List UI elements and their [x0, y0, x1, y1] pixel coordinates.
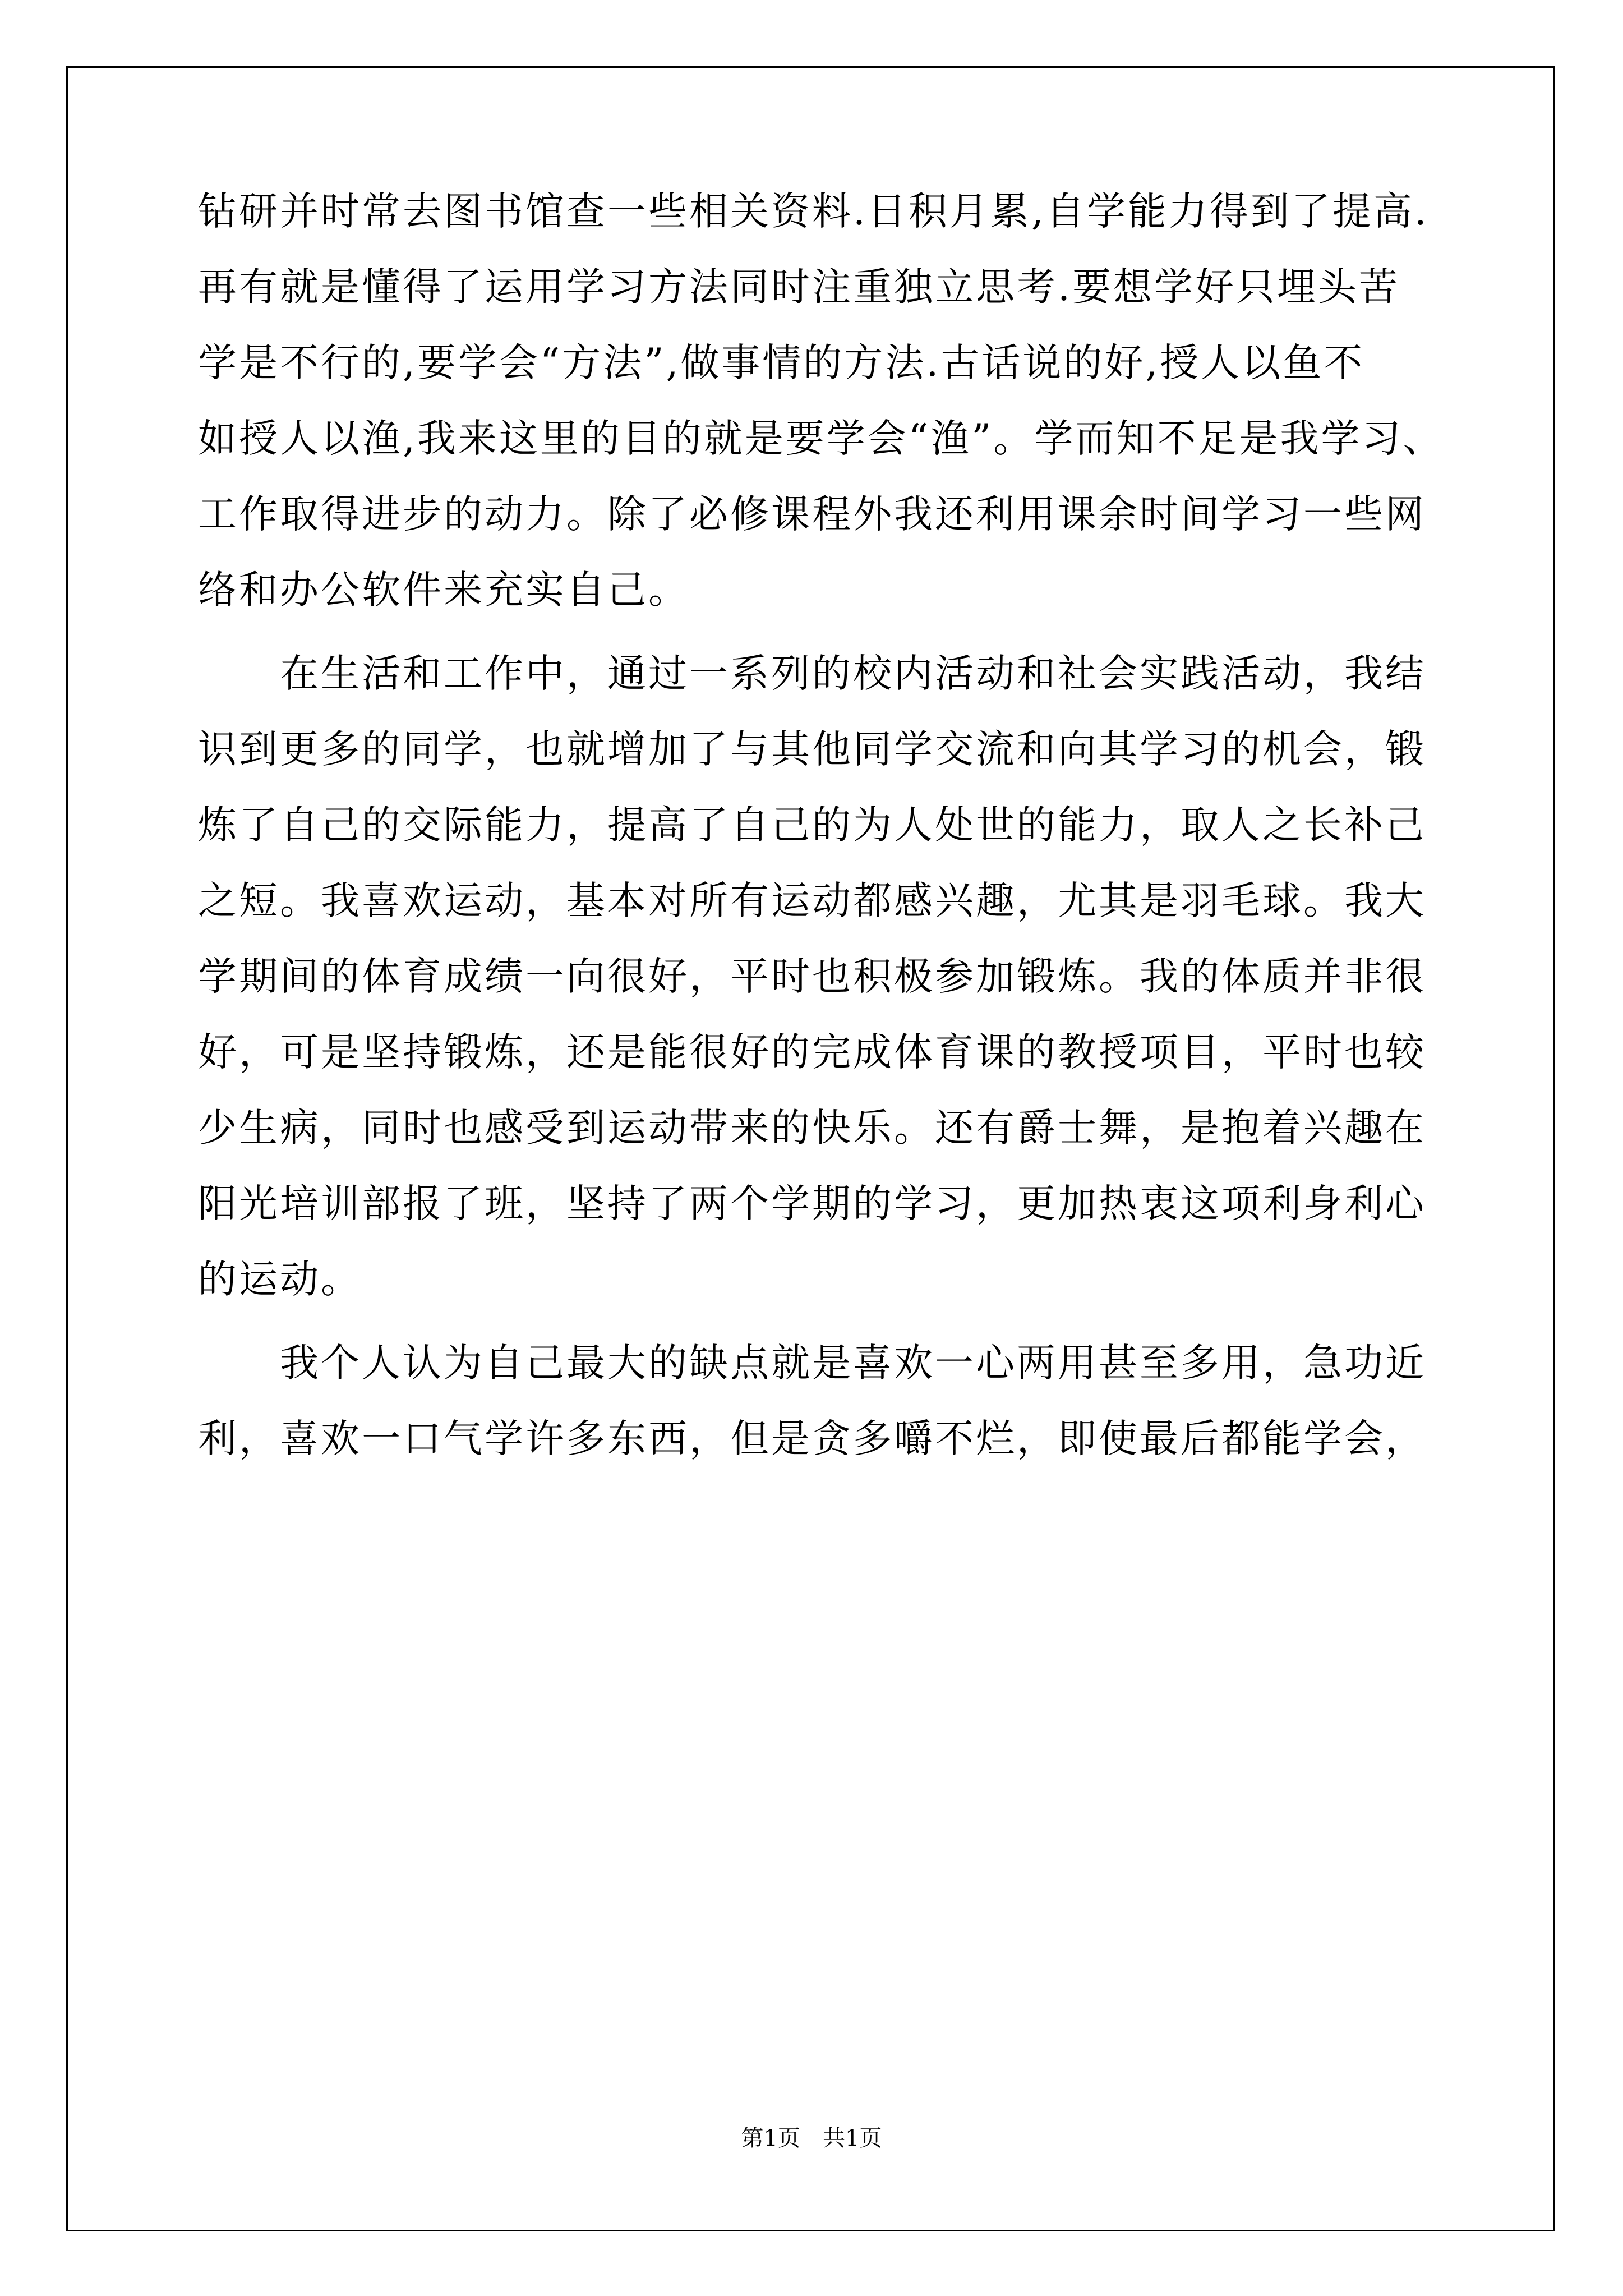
text-line: 识到更多的同学，也就增加了与其他同学交流和向其学习的机会，锻 — [198, 727, 1426, 772]
text-line: 如授人以渔,我来这里的目的就是要学会“渔”。学而知不足是我学习、 — [198, 416, 1444, 461]
text-line: 学期间的体育成绩一向很好，平时也积极参加锻炼。我的体质并非很 — [198, 954, 1426, 999]
paragraph-1 — [198, 174, 1444, 628]
text-line: 在生活和工作中，通过一系列的校内活动和社会实践活动，我结 — [198, 651, 1426, 696]
paragraph-gap — [198, 1318, 1432, 1326]
text-line: 阳光培训部报了班，坚持了两个学期的学习，更加热衷这项利身利心 — [198, 1181, 1426, 1226]
text-line: 之短。我喜欢运动，基本对所有运动都感兴趣，尤其是羽毛球。我大 — [198, 878, 1426, 923]
text-line: 的运动。 — [198, 1257, 362, 1302]
text-line: 学是不行的,要学会“方法”,做事情的方法.古话说的好,授人以鱼不 — [198, 341, 1365, 385]
text-line: 工作取得进步的动力。除了必修课程外我还利用课余时间学习一些网 — [198, 492, 1426, 537]
text-line: 好，可是坚持锻炼，还是能很好的完成体育课的教授项目，平时也较 — [198, 1030, 1426, 1075]
page-number-footer: 第1页 共1页 — [741, 2125, 882, 2151]
text-line: 我个人认为自己最大的缺点就是喜欢一心两用甚至多用，急功近 — [198, 1341, 1426, 1386]
text-line: 络和办公软件来充实自己。 — [198, 568, 689, 613]
text-line: 少生病，同时也感受到运动带来的快乐。还有爵士舞，是抱着兴趣在 — [198, 1106, 1426, 1151]
document-body — [198, 174, 1444, 1477]
text-line: 炼了自己的交际能力，提高了自己的为人处世的能力，取人之长补己 — [198, 803, 1426, 848]
text-line: 再有就是懂得了运用学习方法同时注重独立思考.要想学好只埋头苦 — [198, 265, 1400, 310]
text-line: 钻研并时常去图书馆查一些相关资料.日积月累,自学能力得到了提高. — [198, 189, 1429, 234]
paragraph-3 — [198, 1326, 1432, 1477]
paragraph-2 — [198, 636, 1432, 1318]
paragraph-gap — [198, 628, 1432, 636]
text-line: 利，喜欢一口气学许多东西，但是贪多嚼不烂，即使最后都能学会， — [198, 1416, 1426, 1461]
